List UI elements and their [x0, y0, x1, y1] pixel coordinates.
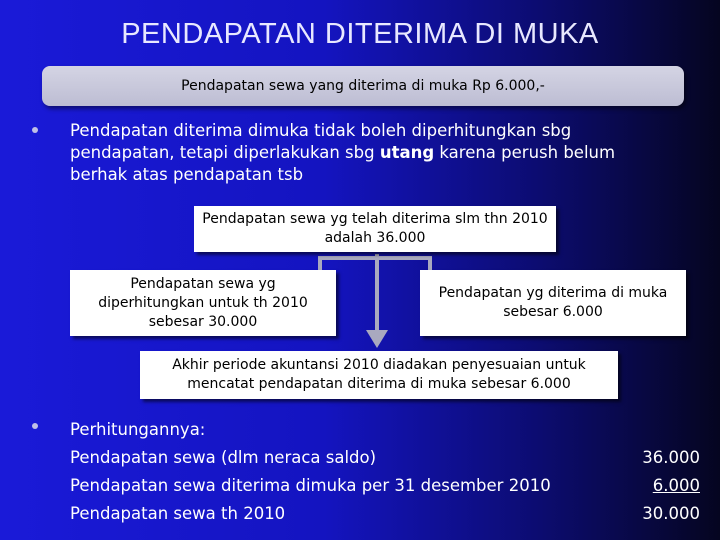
box-unearned-revenue — [420, 270, 686, 336]
box-total-received — [194, 206, 556, 252]
calculation-row — [70, 444, 700, 472]
row-amount: 6.000 — [652, 476, 700, 495]
row-label: Pendapatan sewa diterima dimuka per 31 desember 2010 — [70, 476, 551, 495]
box-adjustment-text: Akhir periode akuntansi 2010 diadakan penyesuaian untuk mencatat pendapatan diterima di muka sebesar 6.000 — [172, 357, 586, 392]
box-total-received-text: Pendapatan sewa yg telah diterima slm thn 2010 adalah 36.000 — [202, 211, 548, 246]
bullet-text-start: Pendapatan diterima dimuka tidak boleh diperhitungkan sbg pendapatan, tetapi diperlakukan sbg — [70, 121, 572, 162]
down-arrow-icon — [366, 330, 388, 348]
calculation-list — [70, 416, 700, 528]
calculation-row — [70, 472, 700, 500]
row-label: Pendapatan sewa (dlm neraca saldo) — [70, 448, 377, 467]
row-amount: 36.000 — [642, 448, 700, 467]
box-adjustment — [140, 351, 618, 399]
box-recognized-revenue — [70, 270, 336, 336]
calculation-heading: Perhitungannya: — [70, 420, 206, 439]
row-amount: 30.000 — [642, 504, 700, 523]
banner-text: Pendapatan sewa yang diterima di muka Rp 6.000,- — [181, 78, 545, 94]
box-unearned-revenue-text: Pendapatan yg diterima di muka sebesar 6.000 — [438, 285, 668, 320]
box-recognized-revenue-text: Pendapatan sewa yg diperhitungkan untuk th 2010 sebesar 30.000 — [98, 275, 308, 330]
bullet-dot-2 — [32, 423, 38, 429]
page-title: PENDAPATAN DITERIMA DI MUKA — [121, 18, 599, 50]
bullet-text-bold: utang — [379, 143, 435, 162]
row-label: Pendapatan sewa th 2010 — [70, 504, 286, 523]
vertical-connector — [375, 254, 379, 334]
bullet-text-end: karena perush belum berhak atas pendapatan tsb — [70, 143, 616, 184]
calculation-row — [70, 500, 700, 528]
